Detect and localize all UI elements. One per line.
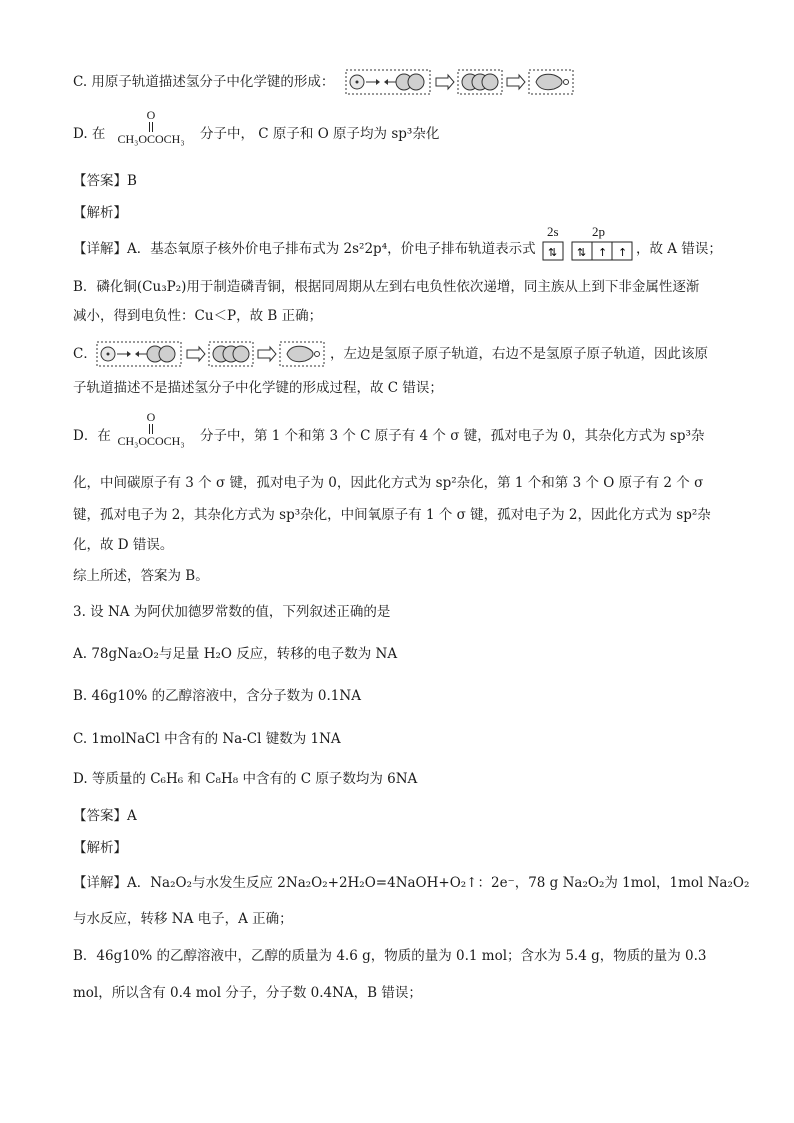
q2-detail-b2: 减小，得到电负性：Cu＜P，故 B 正确；: [73, 308, 323, 324]
carbonyl-o: O: [146, 108, 156, 122]
q3-detail-a1: 【详解】A．Na₂O₂与水发生反应 2Na₂O₂+2H₂O=4NaOH+O₂↑：2e⁻，78 g Na₂O₂为 1mol，1mol Na₂O₂: [73, 875, 750, 891]
carbonyl-o-repeat: O: [146, 410, 156, 424]
q3-option-a: A. 78gNa₂O₂与足量 H₂O 反应，转移的电子数为 NA: [73, 646, 398, 662]
q3-detail-b1: B．46g10% 的乙醇溶液中，乙醇的质量为 4.6 g，物质的量为 0.1 mol；含水为 5.4 g，物质的量为 0.3: [73, 948, 707, 964]
svg-text:⇅: ⇅: [548, 246, 558, 259]
q2-analysis-heading: 【解析】: [73, 205, 127, 221]
q2-summary: 综上所述，答案为 B。: [73, 568, 209, 584]
orbital-2p-label: 2p: [592, 224, 605, 239]
q2-detail-d1: 分子中，第 1 个和第 3 个 C 原子有 4 个 σ 键，孤对电子为 0，其杂化方式为 sp³杂: [200, 428, 705, 444]
q2-detail-c1: ，左边是氢原子原子轨道，右边不是氢原子原子轨道，因此该原: [330, 346, 708, 362]
q2-option-d-prefix: D. 在: [73, 126, 106, 142]
q2-detail-d4: 化，故 D 错误。: [73, 537, 174, 553]
q3-option-d: D. 等质量的 C₆H₆ 和 C₈H₈ 中含有的 C 原子数均为 6NA: [73, 771, 418, 787]
q2-detail-d-prefix: D．在: [73, 428, 111, 444]
q2-detail-c2: 子轨道描述不是描述氢分子中化学键的形成过程，故 C 错误；: [73, 380, 443, 396]
double-bond-repeat: [108, 424, 194, 434]
formula-main: CH₃OCOCH₃: [117, 132, 185, 146]
q2-detail-b1: B．磷化铜(Cu₃P₂)用于制造磷青铜，根据同周期从左到右电负性依次递增，同主族从上到下非金属性逐渐: [73, 279, 700, 295]
oxygen-orbital-boxes: [542, 240, 634, 262]
q3-stem: 3. 设 NA 为阿伏加德罗常数的值，下列叙述正确的是: [73, 604, 391, 620]
q2-option-c: [73, 72, 334, 92]
q2-detail-a-text: 【详解】A．基态氧原子核外价电子排布式为 2s²2p⁴，价电子排布轨道表示式: [73, 241, 536, 257]
acetate-formula: [108, 108, 194, 146]
q2-detail-a-tail: ，故 A 错误；: [636, 241, 722, 257]
q2-detail-c-prefix: C．: [73, 346, 97, 362]
formula-main-repeat: CH₃OCOCH₃: [117, 434, 185, 448]
q3-option-c: C. 1molNaCl 中含有的 Na-Cl 键数为 1NA: [73, 731, 341, 747]
q3-analysis-heading: 【解析】: [73, 840, 127, 856]
acetate-formula-repeat: [108, 410, 194, 448]
svg-text:↑: ↑: [598, 246, 608, 259]
q2-option-c-text: C. 用原子轨道描述氢分子中化学键的形成：: [73, 74, 335, 90]
h2-orbital-diagram-repeat: [95, 340, 327, 368]
q2-answer: 【答案】B: [73, 173, 137, 189]
q2-detail-d2: 化，中间碳原子有 3 个 σ 键，孤对电子为 0，因此化方式为 sp²杂化，第 1 个和第 3 个 O 原子有 2 个 σ: [73, 475, 704, 491]
svg-text:↑: ↑: [618, 246, 628, 259]
orbital-2s-label: 2s: [547, 224, 559, 239]
svg-text:⇅: ⇅: [577, 246, 587, 259]
double-bond: [108, 122, 194, 132]
q3-detail-a2: 与水反应，转移 NA 电子，A 正确；: [73, 911, 293, 927]
h2-orbital-diagram: [344, 68, 576, 96]
q3-detail-b2: mol，所以含有 0.4 mol 分子，分子数 0.4NA，B 错误；: [73, 985, 422, 1001]
q2-detail-a: [73, 239, 536, 259]
q2-detail-d3: 键，孤对电子为 2，其杂化方式为 sp³杂化，中间氧原子有 1 个 σ 键，孤对电子为 2，因此化方式为 sp²杂: [73, 507, 711, 523]
q3-answer: 【答案】A: [73, 808, 137, 824]
q3-option-b: B. 46g10% 的乙醇溶液中，含分子数为 0.1NA: [73, 688, 361, 704]
q2-option-d-suffix: 分子中， C 原子和 O 原子均为 sp³杂化: [200, 126, 440, 142]
